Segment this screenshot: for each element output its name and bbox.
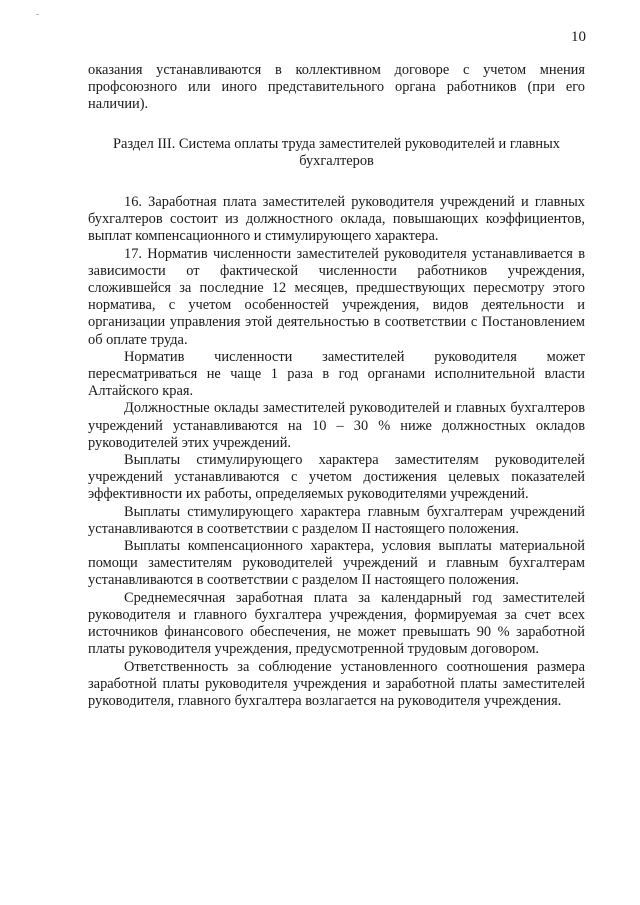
paragraph-responsibility: Ответственность за соблюдение установленного соотношения размера заработной платы руководителя учреждения и заработной платы заместителей руководителя, главного бухгалтера возлагается на руководителя учреждения. bbox=[88, 658, 585, 709]
paragraph-17: 17. Норматив численности заместителей руководителя устанавливается в зависимости от фактической численности работников учреждения, сложившейся за последние 12 месяцев, предшествующих пересмотру этого норматива, с учетом особенностей учреждения, видов деятельности и организации управления этой деятельностью в соответствии с Постановлением об оплате труда. bbox=[88, 245, 585, 348]
scan-artifact bbox=[36, 14, 39, 15]
paragraph-incentive-accountants: Выплаты стимулирующего характера главным бухгалтерам учреждений устанавливаются в соответствии с разделом II настоящего положения. bbox=[88, 503, 585, 537]
paragraph-incentive-deputies: Выплаты стимулирующего характера заместителям руководителей учреждений устанавливаются с учетом достижения целевых показателей эффективности их работы, определяемых руководителями учреждений. bbox=[88, 452, 585, 503]
paragraph-average-pay: Среднемесячная заработная плата за календарный год заместителей руководителя и главного бухгалтера учреждения, формируемая за счет всех источников финансового обеспечения, не может превышать 90 % заработной платы руководителя учреждения, предусмотренной трудовым договором. bbox=[88, 589, 585, 658]
paragraph-compensation: Выплаты компенсационного характера, условия выплаты материальной помощи заместителям руководителей учреждений и главным бухгалтерам устанавливаются в соответствии с разделом II настоящего положения. bbox=[88, 538, 585, 589]
document-body bbox=[88, 62, 585, 710]
opening-paragraph: оказания устанавливаются в коллективном договоре с учетом мнения профсоюзного или иного представительного органа работников (при его наличии). bbox=[88, 62, 585, 113]
paragraph-norm-revision: Норматив численности заместителей руководителя может пересматриваться не чаще 1 раза в год органами исполнительной власти Алтайского края. bbox=[88, 348, 585, 400]
section-heading: Раздел III. Система оплаты труда заместителей руководителей и главных бухгалтеров bbox=[113, 135, 560, 169]
paragraph-salaries: Должностные оклады заместителей руководителей и главных бухгалтеров учреждений устанавливаются на 10 – 30 % ниже должностных окладов руководителей этих учреждений. bbox=[88, 400, 585, 451]
paragraph-16: 16. Заработная плата заместителей руководителя учреждений и главных бухгалтеров состоит из должностного оклада, повышающих коэффициентов, выплат компенсационного и стимулирующего характера. bbox=[88, 194, 585, 245]
page-number: 10 bbox=[571, 29, 586, 45]
